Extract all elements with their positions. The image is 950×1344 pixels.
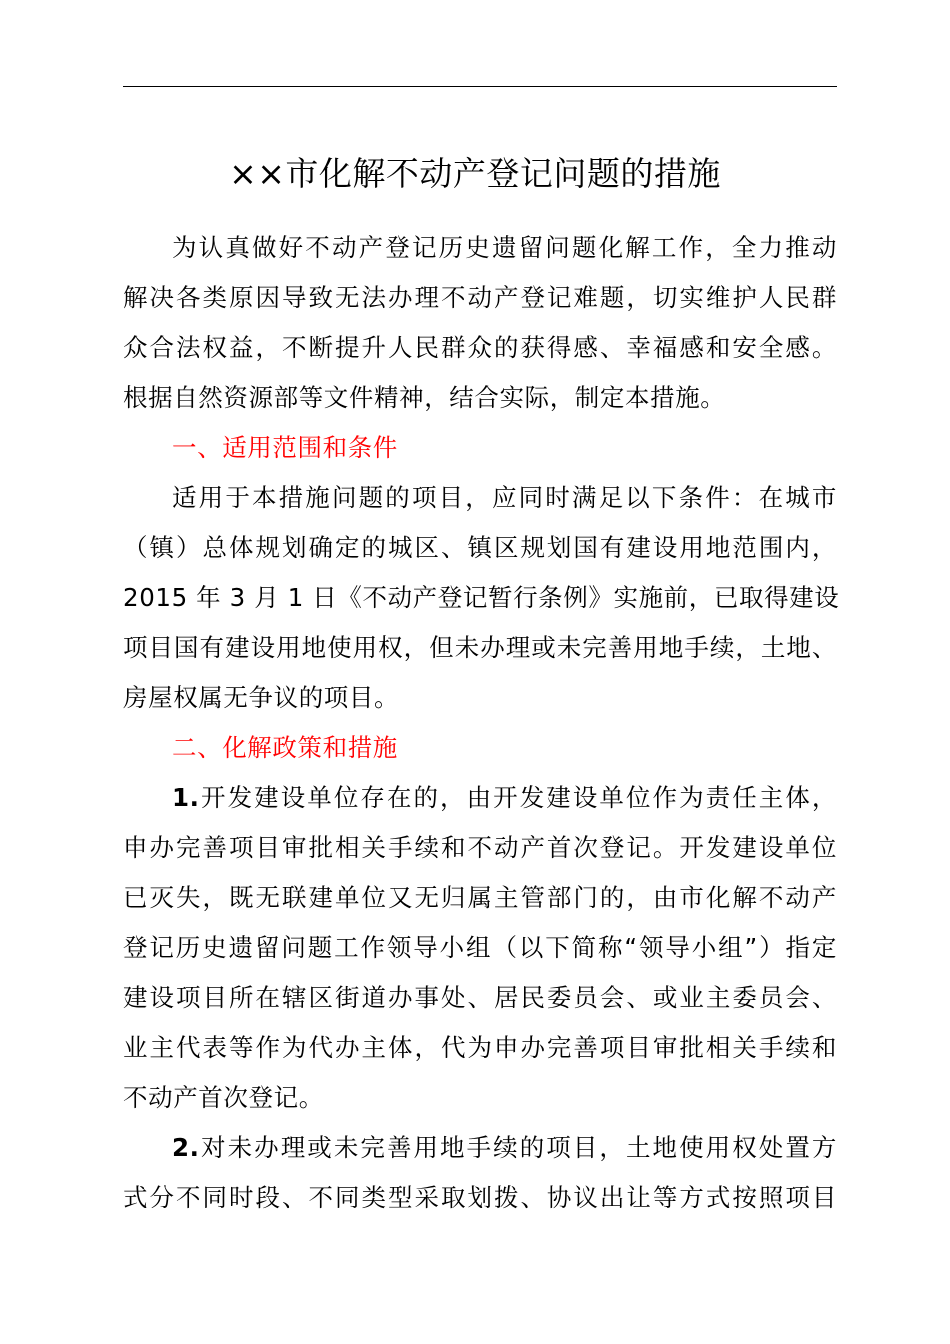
header-rule bbox=[123, 86, 837, 87]
paragraph-line: 2015 年 3 月 1 日《不动产登记暂行条例》实施前，已取得建设 bbox=[123, 583, 840, 612]
paragraph-line: （镇）总体规划确定的城区、镇区规划国有建设用地范围内， bbox=[123, 533, 837, 562]
paragraph-line: 已灭失，既无联建单位又无归属主管部门的，由市化解不动产 bbox=[123, 883, 837, 912]
section-heading-policy: 二、化解政策和措施 bbox=[172, 733, 398, 762]
paragraph-line: 建设项目所在辖区街道办事处、居民委员会、或业主委员会、 bbox=[123, 983, 837, 1012]
paragraph-line: 式分不同时段、不同类型采取划拨、协议出让等方式按照项目 bbox=[123, 1183, 837, 1212]
item-text: 开发建设单位存在的，由开发建设单位作为责任主体， bbox=[199, 783, 837, 812]
section-heading-scope: 一、适用范围和条件 bbox=[172, 433, 398, 462]
paragraph-line: 众合法权益，不断提升人民群众的获得感、幸福感和安全感。 bbox=[123, 333, 837, 362]
document-body bbox=[123, 223, 840, 1223]
paragraph-line: 解决各类原因导致无法办理不动产登记难题，切实维护人民群 bbox=[123, 283, 837, 312]
item-number: 1. bbox=[172, 783, 200, 812]
paragraph-line: 业主代表等作为代办主体，代为申办完善项目审批相关手续和 bbox=[123, 1033, 837, 1062]
paragraph-line: 房屋权属无争议的项目。 bbox=[123, 683, 400, 712]
item-text: 对未办理或未完善用地手续的项目，土地使用权处置方 bbox=[199, 1133, 837, 1162]
paragraph-line: 不动产首次登记。 bbox=[123, 1083, 324, 1112]
paragraph-line: 申办完善项目审批相关手续和不动产首次登记。开发建设单位 bbox=[123, 833, 837, 862]
paragraph-line: 项目国有建设用地使用权，但未办理或未完善用地手续，土地、 bbox=[123, 633, 837, 662]
document-title: ××市化解不动产登记问题的措施 bbox=[229, 154, 721, 193]
paragraph-line: 为认真做好不动产登记历史遗留问题化解工作，全力推动 bbox=[172, 233, 837, 262]
paragraph-line: 登记历史遗留问题工作领导小组（以下简称“领导小组”）指定 bbox=[123, 933, 837, 962]
numbered-item-line bbox=[123, 1123, 837, 1173]
numbered-item-line bbox=[123, 773, 837, 823]
paragraph-line: 适用于本措施问题的项目，应同时满足以下条件：在城市 bbox=[172, 483, 837, 512]
item-number: 2. bbox=[172, 1133, 200, 1162]
paragraph-line: 根据自然资源部等文件精神，结合实际，制定本措施。 bbox=[123, 383, 726, 412]
